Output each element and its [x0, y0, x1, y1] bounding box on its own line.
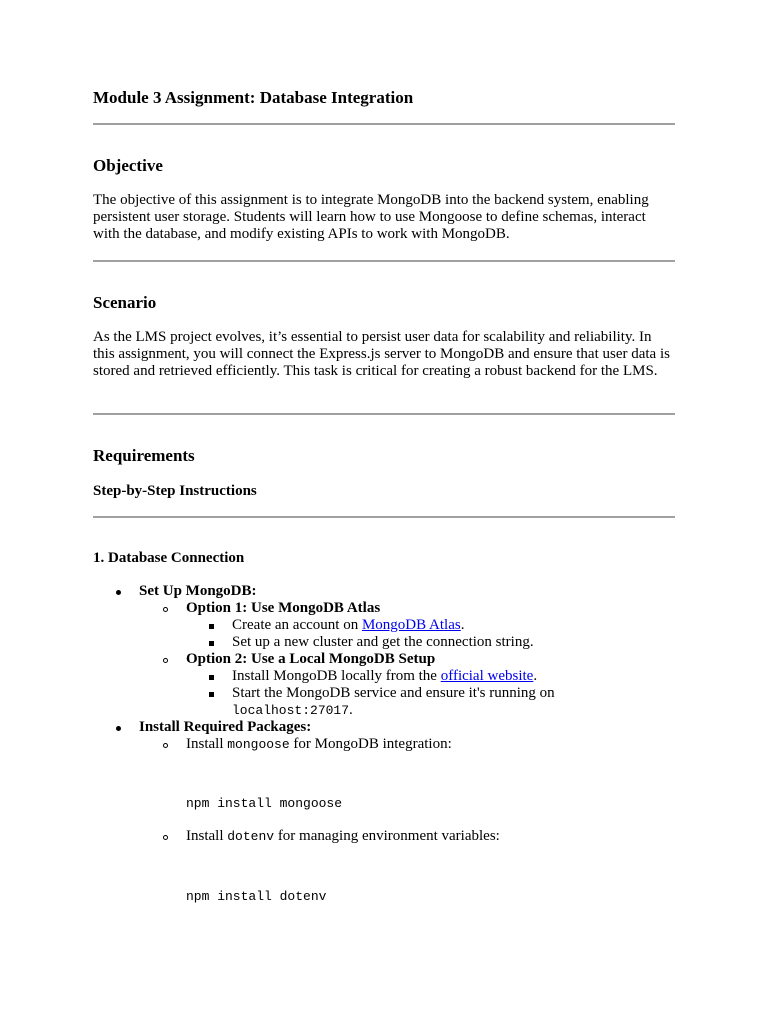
square-bullet-icon [209, 675, 214, 680]
item-text: for managing environment variables: [274, 828, 500, 844]
official-website-link[interactable]: official website [440, 668, 534, 684]
list-item [186, 828, 500, 845]
instructions-subheading: Step-by-Step Instructions [93, 483, 257, 499]
npm-install-dotenv-command: npm install dotenv [186, 889, 327, 904]
database-connection-heading: 1. Database Connection [93, 550, 245, 566]
divider [93, 260, 675, 262]
item-text: . [349, 702, 353, 718]
item-text: . [533, 668, 538, 684]
item-text: Start the MongoDB service and ensure it's running on [232, 685, 555, 701]
circle-bullet-icon [163, 743, 168, 748]
item-text: . [460, 617, 465, 633]
list-item [186, 600, 380, 617]
npm-install-mongoose-command: npm install mongoose [186, 796, 343, 811]
scenario-text: As the LMS project evolves, it’s essential to persist user data for scalability and reliability. In this assignment, you will connect the Express.js server to MongoDB and ensure that user data is stored and retrieved efficiently. This task is critical for creating a robust backend for the LMS. [93, 329, 670, 379]
install-packages-label: Install Required Packages: [139, 719, 312, 735]
page-title: Module 3 Assignment: Database Integration [93, 88, 414, 107]
circle-bullet-icon [163, 835, 168, 840]
item-text: Install [186, 828, 228, 844]
square-bullet-icon [209, 624, 214, 629]
item-text: Install MongoDB locally from the [232, 668, 441, 684]
scenario-heading: Scenario [93, 293, 157, 312]
objective-heading: Objective [93, 156, 163, 175]
list-item [232, 634, 534, 651]
item-text: for MongoDB integration: [289, 736, 452, 752]
divider [93, 123, 675, 125]
mongodb-atlas-link[interactable]: MongoDB Atlas [361, 617, 461, 633]
list-item [139, 583, 257, 600]
disc-bullet-icon [116, 590, 121, 595]
item-text: Create an account on [232, 617, 362, 633]
list-item [186, 651, 435, 668]
list-item [232, 685, 555, 702]
list-item-continuation [232, 702, 353, 719]
setup-mongodb-label: Set Up MongoDB: [139, 583, 257, 599]
objective-text: The objective of this assignment is to integrate MongoDB into the backend system, enabling persistent user storage. Students will learn how to use Mongoose to define schemas, interact with the database, and modify existing APIs to work with MongoDB. [93, 192, 649, 242]
square-bullet-icon [209, 692, 214, 697]
square-bullet-icon [209, 641, 214, 646]
list-item [232, 617, 464, 634]
list-item [139, 719, 311, 736]
circle-bullet-icon [163, 658, 168, 663]
list-item [186, 736, 452, 753]
divider [93, 516, 675, 518]
mongoose-code: mongoose [227, 737, 290, 752]
option1-label: Option 1: Use MongoDB Atlas [186, 600, 381, 616]
option2-label: Option 2: Use a Local MongoDB Setup [186, 651, 436, 667]
divider [93, 413, 675, 415]
localhost-code: localhost:27017 [232, 703, 350, 718]
dotenv-code: dotenv [227, 829, 275, 844]
requirements-heading: Requirements [93, 446, 195, 465]
disc-bullet-icon [116, 726, 121, 731]
list-item [232, 668, 537, 685]
circle-bullet-icon [163, 607, 168, 612]
item-text: Install [186, 736, 228, 752]
item-text: Set up a new cluster and get the connection string. [232, 634, 534, 650]
